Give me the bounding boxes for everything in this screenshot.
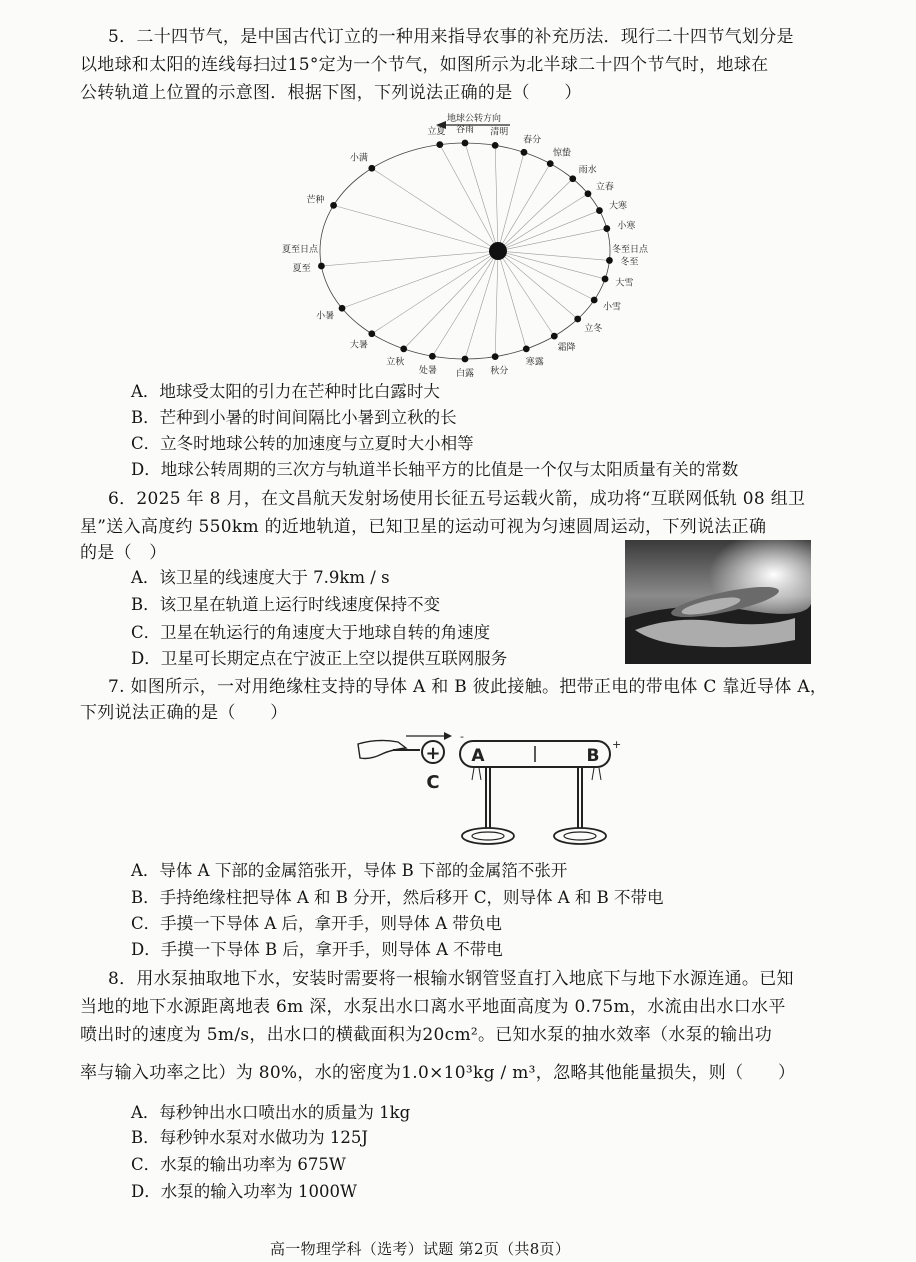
q8-option-a: A．每秒钟出水口喷出水的质量为 1kg (131, 1103, 411, 1122)
sun-ray-line (465, 251, 498, 359)
earth-position-dot (368, 330, 375, 337)
sun-ray-line (495, 145, 498, 251)
earth-position-dot (602, 276, 609, 283)
earth-position-dot (318, 263, 325, 270)
q8-line3: 喷出时的速度为 5m/s，出水口的横截面积为20cm²。已知水泵的抽水效率（水泵的输出功 (80, 1025, 773, 1045)
solar-term-label: 立春 (595, 182, 614, 193)
q8-line4: 率与输入功率之比）为 80%，水的密度为1.0×10³kg / m³，忽略其他能量损失，则（ ） (80, 1063, 796, 1083)
solar-term-label: 寒露 (525, 357, 544, 368)
sun-ray-line (495, 251, 498, 357)
q7-line1: 7. 如图所示，一对用绝缘柱支持的导体 A 和 B 彼此接触。把带正电的带电体 C 靠近导体 A， (108, 677, 828, 697)
q6-line3: 的是（ ） (80, 543, 167, 563)
earth-position-dot (492, 142, 499, 149)
q7-option-c: C．手摸一下导体 A 后，拿开手，则导体 A 带负电 (131, 914, 502, 933)
earth-position-dot (521, 149, 528, 156)
solar-term-label: 小寒 (617, 221, 636, 232)
q5-option-c: C．立冬时地球公转的加速度与立夏时大小相等 (131, 434, 474, 453)
sun-ray-line (372, 168, 498, 251)
solar-term-label: 立冬 (584, 323, 603, 334)
label-a: A (471, 746, 485, 766)
earth-position-dot (492, 353, 499, 360)
solar-term-label: 大寒 (608, 201, 627, 212)
sun-ray-line (498, 251, 609, 260)
sun-ray-line (498, 179, 573, 251)
solar-terms-orbit-figure (0, 108, 916, 388)
earth-position-dot (523, 345, 530, 352)
q6-line1: 6．2025 年 8 月，在文昌航天发射场使用长征五号运载火箭，成功将“互联网低轨 08 组卫 (108, 489, 806, 509)
solar-term-label: 秋分 (490, 366, 509, 377)
q6-line2: 星”送入高度约 550km 的近地轨道，已知卫星的运动可视为匀速圆周运动，下列说法正确 (80, 517, 767, 537)
satellite-photo (625, 540, 811, 664)
earth-position-dot (339, 305, 346, 312)
q7-option-d: D．手摸一下导体 B 后，拿开手，则导体 A 不带电 (131, 940, 503, 959)
q7-option-b: B．手持绝缘柱把导体 A 和 B 分开，然后移开 C，则导体 A 和 B 不带电 (131, 888, 664, 907)
solar-term-label: 夏至 (292, 263, 311, 274)
q8-line2: 当地的地下水源距离地表 6m 深，水泵出水口离水平地面高度为 0.75m，水流由出水口水平 (80, 997, 786, 1017)
solar-term-label: 立夏 (427, 126, 446, 137)
solar-term-label: 清明 (490, 127, 509, 138)
sun-ray-line (498, 251, 594, 300)
q6-option-a: A．该卫星的线速度大于 7.9km / s (131, 568, 390, 587)
earth-position-dot (596, 207, 603, 214)
sun-ray-line (498, 251, 526, 349)
sun-ray-line (498, 194, 588, 251)
sun-ray-line (498, 229, 607, 251)
sun-ray-line (465, 143, 498, 251)
svg-text:+: + (612, 738, 622, 751)
sun-ray-line (334, 205, 498, 251)
sun-ray-line (440, 145, 498, 251)
earth-position-dot (368, 165, 375, 172)
earth-position-dot (330, 202, 337, 209)
sun-ray-line (404, 251, 498, 349)
solar-term-label: 春分 (523, 135, 542, 146)
q5-line3: 公转轨道上位置的示意图．根据下图，下列说法正确的是（ ） (80, 83, 582, 103)
solar-term-label: 冬至 (620, 257, 639, 268)
solar-term-label: 小满 (349, 153, 368, 164)
q6-option-c: C．卫星在轨运行的角速度大于地球自转的角速度 (131, 623, 491, 642)
earth-position-dot (400, 345, 407, 352)
q5-option-d: D．地球公转周期的三次方与轨道半长轴平方的比值是一个仅与太阳质量有关的常数 (131, 460, 739, 479)
sun (489, 242, 507, 260)
earth-position-dot (436, 141, 443, 148)
earth-position-dot (603, 225, 610, 232)
q5-option-b: B．芒种到小暑的时间间隔比小暑到立秋的长 (131, 408, 457, 427)
solar-term-label: 立秋 (386, 357, 405, 368)
label-b: B (586, 746, 600, 766)
earth-position-dot (547, 160, 554, 167)
q5-line2: 以地球和太阳的连线每扫过15°定为一个节气，如图所示为北半球二十四个节气时，地球在 (80, 55, 769, 75)
sun-ray-line (498, 164, 550, 251)
earth-position-dot (462, 356, 469, 363)
plus-sign: + (425, 743, 441, 764)
solar-term-label: 白露 (455, 369, 475, 379)
sun-ray-line (321, 251, 498, 266)
q7-option-a: A．导体 A 下部的金属箔张开，导体 B 下部的金属箔不张开 (131, 861, 568, 880)
solar-term-label: 惊蛰 (552, 148, 571, 159)
sun-ray-line (498, 211, 599, 251)
q8-line1: 8．用水泵抽取地下水，安装时需要将一根输水钢管竖直打入地底下与地下水源连通。已知 (108, 969, 794, 989)
q8-option-d: D．水泵的输入功率为 1000W (131, 1182, 357, 1201)
solar-term-label: 大雪 (615, 278, 634, 289)
q5-line1: 5．二十四节气，是中国古代订立的一种用来指导农事的补充历法．现行二十四节气划分是 (108, 27, 794, 47)
sun-ray-line (432, 251, 498, 356)
sun-ray-line (498, 152, 524, 251)
q7-line2: 下列说法正确的是（ ） (80, 703, 288, 723)
conductor-figure (348, 728, 648, 854)
solar-term-label: 冬至日点 (611, 245, 649, 255)
q8-option-b: B．每秒钟水泵对水做功为 125J (131, 1128, 368, 1147)
earth-position-dot (585, 190, 592, 197)
svg-text:-: - (460, 730, 464, 743)
solar-term-label: 夏至日点 (281, 245, 319, 255)
q8-option-c: C．水泵的输出功率为 675W (131, 1155, 346, 1174)
q6-option-b: B．该卫星在轨道上运行时线速度保持不变 (131, 595, 441, 614)
solar-term-label: 雨水 (578, 165, 597, 176)
solar-term-label: 大暑 (349, 340, 368, 351)
earth-position-dot (606, 257, 613, 264)
sun-ray-line (342, 251, 498, 308)
earth-position-dot (551, 333, 558, 340)
earth-position-dot (462, 140, 469, 147)
arrow-label: 地球公转方向 (446, 114, 502, 124)
earth-position-dot (574, 316, 581, 323)
orbit-diagram (282, 124, 649, 379)
earth-position-dot (591, 297, 598, 304)
solar-term-label: 霜降 (557, 343, 576, 354)
q5-option-a: A．地球受太阳的引力在芒种时比白露时大 (131, 382, 440, 401)
solar-term-label: 芒种 (306, 195, 325, 206)
label-c: C (426, 772, 440, 793)
earth-position-dot (569, 175, 576, 182)
sun-ray-line (372, 251, 498, 334)
page-footer: 高一物理学科（选考）试题 第2页（共8页） (270, 1240, 571, 1258)
solar-term-label: 小雪 (603, 302, 622, 313)
solar-term-label: 处暑 (418, 365, 437, 376)
solar-term-label: 小暑 (316, 311, 335, 322)
orbit-ellipse (320, 143, 610, 359)
q6-option-d: D．卫星可长期定点在宁波正上空以提供互联网服务 (131, 649, 508, 668)
solar-term-label: 谷雨 (455, 125, 475, 135)
earth-position-dot (429, 353, 436, 360)
